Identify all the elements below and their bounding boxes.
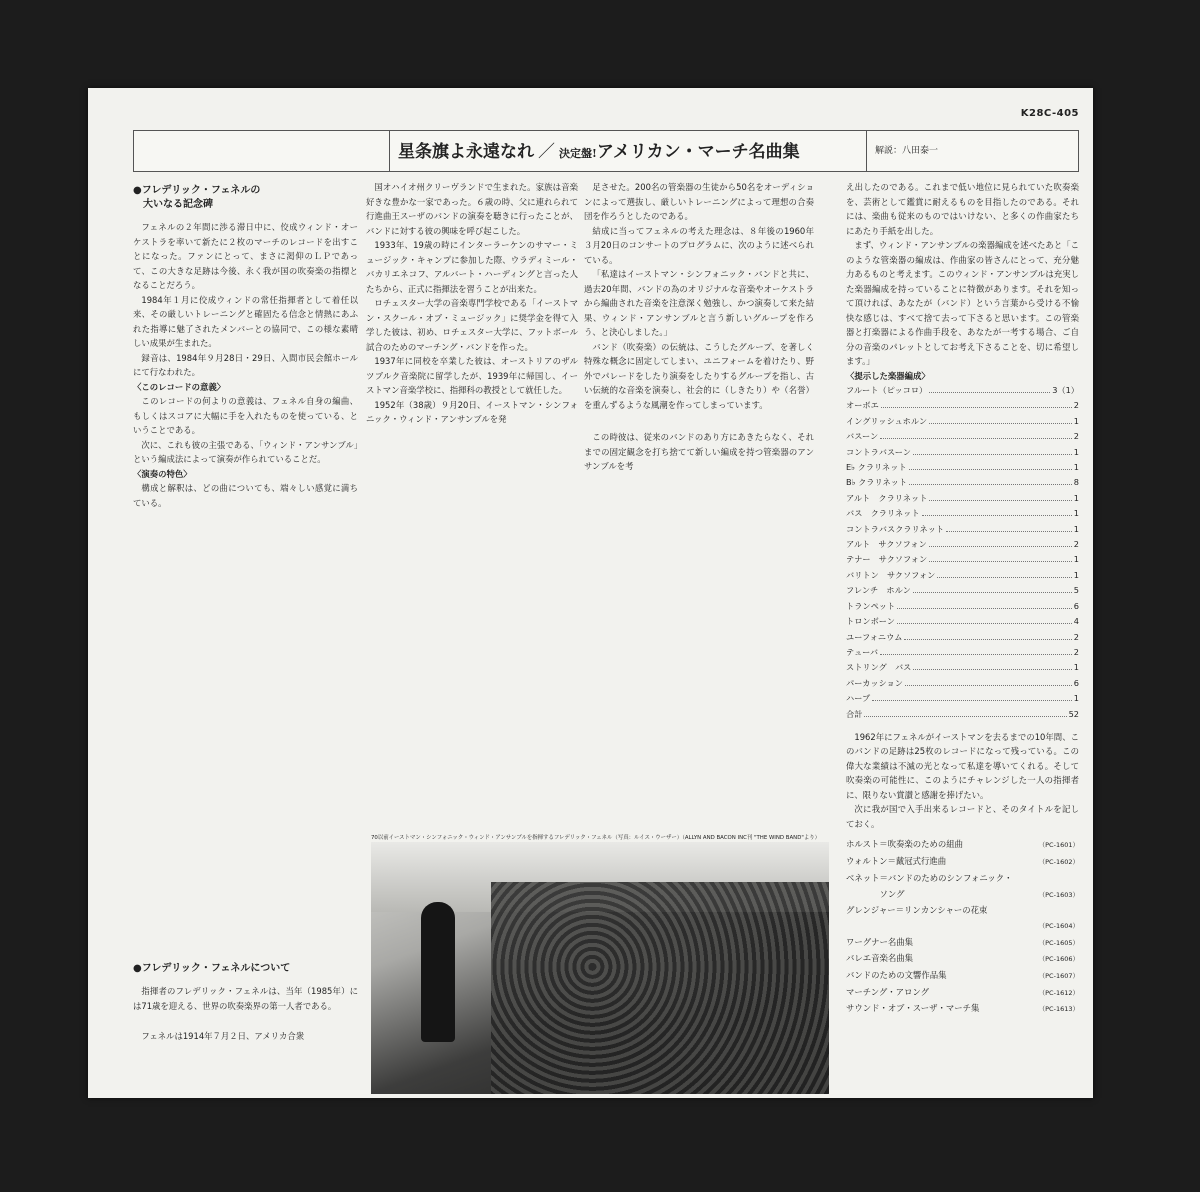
instrument-row [846,552,1079,567]
leader-dots [946,531,1072,532]
instrument-name: E♭ クラリネット [846,462,907,473]
paragraph: 1937年に同校を卒業した彼は、オーストリアのザルツブルク音楽院に留学したが、1939年に帰国し、イーストマン音楽学校に、指揮科の教授として就任した。 [366,356,578,395]
instrument-name: ハープ [846,693,871,704]
instrument-count: 2 [1073,539,1079,550]
instrument-count: 3（1） [1052,385,1079,395]
subheading-significance: 〈このレコードの意義〉 [133,381,226,392]
instrument-count: 8 [1073,477,1079,488]
instrument-name: 合計 [846,708,863,719]
instrument-count: 5 [1073,585,1079,596]
instrument-count: 4 [1073,616,1079,627]
leader-dots [913,454,1072,455]
instrument-name: アルト サクソフォン [846,539,927,550]
instrument-name: テューバ [846,646,879,657]
leader-dots [897,623,1072,624]
instrument-row [846,537,1079,552]
leader-dots [922,515,1072,516]
photo-caption: 70以前イーストマン・シンフォニック・ウィンド・アンサンブルを指揮するフレデリック・フェネル（写真：ルイス・ウーザー）（ALLYN AND BACON INC刊 "THE WIND BAND"より） [371,835,820,841]
instrument-row [846,522,1079,537]
instrument-row [846,630,1079,645]
instrument-row [846,414,1079,429]
instrument-count: 6 [1073,600,1079,611]
paragraph: 結成に当ってフェネルの考えた理念は、８年後の1960年３月20日のコンサートのプログラムに、次のように述べられている。 [584,225,814,265]
record-title: サウンド・オブ・スーザ・マーチ集 [846,1003,980,1014]
record-catalog-code: （PC-1602） [1038,858,1079,867]
record-title: ソング [846,888,905,899]
instrument-name: パーカッション [846,677,903,688]
subheading-performance: 〈演奏の特色〉 [133,468,192,479]
instrument-name: フレンチ ホルン [846,585,911,596]
paragraph: 「私達はイーストマン・シンフォニック・バンドと共に、過去20年間、バンドの為のオリジナルな音楽やオーケストラから編曲された音楽を注意深く勉強し、かつ演奏して来た結果、ウィンド・アンサンブルと言う新しいグループを作ろう、と決心しました。」 [584,269,814,337]
record-row [846,985,1079,1002]
title-bar [133,130,1079,172]
paragraph: この時彼は、従来のバンドのあり方にあきたらなく、それまでの固定観念を打ち捨てて新しい編成を持つ管楽器のアンサンブルを考 [584,432,814,471]
instrument-row [846,691,1079,706]
record-catalog-code: （PC-1605） [1038,938,1079,947]
leader-dots [904,639,1071,640]
instrument-count: 1 [1073,569,1079,580]
paragraph: 1984年１月に佼成ウィンドの常任指揮者として着任以来、その厳しいトレーニングと確固たる信念と情熱にあふれた指導に魅了されたメンバーとの協同で、この様な素晴しい成果が生まれた。 [133,294,358,348]
leader-dots [881,407,1072,408]
record-catalog-code: （PC-1604） [1038,921,1079,930]
instrument-name: イングリッシュホルン [846,415,928,426]
record-title: バンドのための文響作品集 [846,970,947,981]
record-row [846,951,1079,968]
orchestra-photo [371,842,829,1094]
record-catalog-code: （PC-1606） [1038,955,1079,964]
record-row [846,887,1079,904]
instrument-row [846,660,1079,675]
photo-conductor [421,902,455,1042]
instrument-name: ストリング バス [846,662,912,673]
instrument-count: 1 [1073,523,1079,534]
instrument-name: トロンボーン [846,616,895,627]
instrument-row [846,429,1079,444]
instrument-row [846,645,1079,660]
paragraph: まず、ウィンド・アンサンブルの楽器編成を述べたあと「このような管楽器の編成は、作曲家の皆さんにとって、充分魅力あるものと考えます。このウィンド・アンサンブルは充実した楽器編成を持っていることに特徴があります。それを知って頂ければ、あなたが（バンド）という言葉から受ける不愉快な感じは、すべて捨て去って下さると思います。この管楽器と打楽器による作曲手段を、あなたが一考する場合、ご自分の音楽のパレットとしてお考え下さることを、切に希望します。」 [846,240,1079,366]
paragraph: え出したのである。これまで低い地位に見られていた吹奏楽を、芸術として鑑賞に耐えるものを目指したのである。それには、楽曲も従来のものではいけない、と多くの作曲家たちにあたり手紙を出した。 [846,182,1079,236]
instrument-row [846,383,1079,398]
paragraph: 指揮者のフレデリック・フェネルは、当年（1985年）には71歳を迎える、世界の吹奏楽界の第一人者である。 [133,986,358,1011]
record-title: ウォルトン＝戴冠式行進曲 [846,856,947,867]
leader-dots [880,654,1072,655]
instrument-row [846,398,1079,413]
liner-notes-sheet [88,88,1093,1098]
record-catalog-code: （PC-1601） [1038,841,1079,850]
instrumentation-table [846,383,1079,722]
commentary-credit: 解説：八田泰一 [866,131,938,171]
instrument-name: コントラバスクラリネット [846,523,945,534]
instrument-row [846,599,1079,614]
paragraph: 次に、これも彼の主張である、「ウィンド・アンサンブル」という編成法によって演奏が作られていることだ。 [133,439,358,464]
paragraph: ロチェスター大学の音楽専門学校である「イーストマン・スクール・オブ・ミュージック」に奨学金を得て入学した彼は、初め、ロチェスター大学に、フットボール試合のためのマーチング・バンドを作った。 [366,298,578,352]
instrument-row [846,614,1079,629]
instrument-count: 1 [1073,693,1079,704]
photo-orchestra-players [491,882,829,1094]
album-title-small: 決定盤! [559,147,597,160]
instrument-count: 52 [1068,708,1079,719]
leader-dots [913,669,1071,670]
record-catalog-code: （PC-1613） [1038,1005,1079,1014]
instrument-name: オーボエ [846,400,879,411]
record-row [846,871,1079,887]
instrument-name: トランペット [846,600,896,611]
record-catalog-code: （PC-1607） [1038,972,1079,981]
leader-dots [897,608,1072,609]
column-4 [846,180,1079,1095]
leader-dots [864,716,1066,717]
instrument-row [846,568,1079,583]
instrument-name: アルト クラリネット [846,492,928,503]
record-row [846,1001,1079,1018]
instrument-row [846,506,1079,521]
instrument-count: 2 [1073,646,1079,657]
paragraph: 1952年（38歳）９月20日、イーストマン・シンフォニック・ウィンド・アンサンブルを発 [366,399,578,424]
title-bar-blank-cell [134,131,390,171]
record-catalog-code: （PC-1612） [1038,988,1079,997]
paragraph: 次に我が国で入手出来るレコードと、そのタイトルを記しておく。 [846,804,1079,829]
record-title: ワーグナー名曲集 [846,936,913,947]
instrument-name: バス クラリネット [846,508,920,519]
instrument-count: 1 [1073,508,1079,519]
instrument-count: 1 [1073,446,1079,457]
record-row [846,854,1079,871]
paragraph: 録音は、1984年９月28日・29日、入間市民会館ホールにて行なわれた。 [133,352,358,377]
instrument-row [846,583,1079,598]
record-row [846,935,1079,952]
record-title: ホルスト＝吹奏楽のための組曲 [846,839,963,850]
instrument-name: テナー サクソフォン [846,554,928,565]
instrument-count: 6 [1073,677,1079,688]
instrument-count: 1 [1073,662,1079,673]
leader-dots [929,392,1050,393]
instrument-count: 1 [1073,415,1079,426]
instrument-row [846,491,1079,506]
instrument-name: フルート（ピッコロ） [846,385,928,395]
leader-dots [929,500,1071,501]
column-1-bottom [133,958,358,1044]
paragraph: このレコードの何よりの意義は、フェネル自身の編曲、もしくはスコアに大幅に手を入れたものを使っている、ということである。 [133,396,358,435]
instrument-name: バスーン [846,431,879,442]
paragraph: 1933年、19歳の時にインターラーケンのサマー・ミュージック・キャンプに参加した際、ウラディミール・バカリエネコフ、アルバート・ハーディングと言った人たちから、正式に指揮法を習うことが出来た。 [366,240,578,294]
leader-dots [880,438,1072,439]
record-title: バレエ音楽名曲集 [846,953,913,964]
paragraph: 構成と解釈は、どの曲についても、端々しい感覚に満ちている。 [133,483,358,508]
leader-dots [872,700,1072,701]
paragraph: 国オハイオ州クリーヴランドで生まれた。家族は音楽好きな豊かな一家であった。６歳の時、父に連れられて行進曲王スーザのバンドの演奏を聴きに行ったことが、バンドに対する彼の興味を呼び起こした。 [366,182,578,236]
record-row [846,919,1079,935]
record-row [846,903,1079,919]
instrument-row [846,676,1079,691]
paragraph: フェネルの２年間に渉る滞日中に、佼成ウィンド・オーケストラを率いて新たに２枚のマーチのレコードを出すことになった。ファンにとって、まさに渇仰のＬＰであって、この大きな足跡は今後、永く我が国の吹奏楽の指標となることだろう。 [133,222,358,290]
leader-dots [909,484,1072,485]
title-slash: ／ [538,142,555,162]
column-2 [366,180,578,820]
instrument-count: 1 [1073,492,1079,503]
instrument-row [846,475,1079,490]
leader-dots [937,577,1071,578]
record-title: ベネット＝バンドのためのシンフォニック・ [846,872,1013,883]
instrument-count: 1 [1073,462,1079,473]
instrument-row [846,707,1079,722]
leader-dots [929,546,1072,547]
leader-dots [909,469,1072,470]
instrument-name: コントラバスーン [846,446,911,457]
instrument-row [846,460,1079,475]
instrument-name: バリトン サクソフォン [846,569,936,580]
section-heading-about-fennell: ●フレデリック・フェネルについて [133,963,291,974]
paragraph: 1962年にフェネルがイーストマンを去るまでの10年間、このバンドの足跡は25枚のレコードになって残っている。この偉大な業績は不滅の光となって私達を導いてくれる。そして吹奏楽の可能性に、このようにチャレンジした一人の指揮者に、限りない賞讃と感謝を捧げたい。 [846,731,1079,800]
album-title [398,137,800,162]
column-1 [133,180,358,820]
paragraph: フェネルは1914年７月２日、アメリカ合衆 [141,1031,305,1041]
record-row [846,837,1079,854]
record-title: マーチング・アロング [846,986,929,997]
album-title-main: 星条旗よ永遠なれ [398,142,534,162]
record-catalog-code: （PC-1603） [1038,890,1079,899]
record-row [846,968,1079,985]
leader-dots [913,592,1072,593]
instrument-row [846,445,1079,460]
leader-dots [905,685,1072,686]
record-title: グレンジャー＝リンカンシャーの花束 [846,905,988,916]
instrument-count: 2 [1073,400,1079,411]
section-heading-monument: ●フレデリック・フェネルの 大いなる記念碑 [133,185,261,210]
instrument-count: 2 [1073,631,1079,642]
paragraph: バンド（吹奏楽）の伝統は、こうしたグループ、を著しく特殊な概念に固定してしまい、ユニフォームを着けたり、野外でパレードをしたり演奏をしたりするグループを指し、古い伝統的な音楽を演奏し、社会的に（しきたり）や（名誉）を重んずるような風潮を作ってしまっています。 [584,341,814,410]
instrument-name: B♭ クラリネット [846,477,908,488]
album-title-sub: アメリカン・マーチ名曲集 [596,142,800,162]
subheading-instrumentation: 〈提示した楽器編成〉 [846,370,930,381]
instrument-count: 2 [1073,431,1079,442]
record-list [846,837,1079,1018]
catalog-number: K28C-405 [1020,108,1079,119]
instrument-name: ユーフォニウム [846,631,903,642]
paragraph: 足させた。200名の管楽器の生徒から50名をオーディションによって選抜し、厳しいトレーニングによって理想の合奏団を作ろうとしたのである。 [584,182,814,221]
instrument-count: 1 [1073,554,1079,565]
column-3 [584,180,814,820]
leader-dots [929,423,1072,424]
leader-dots [929,561,1072,562]
